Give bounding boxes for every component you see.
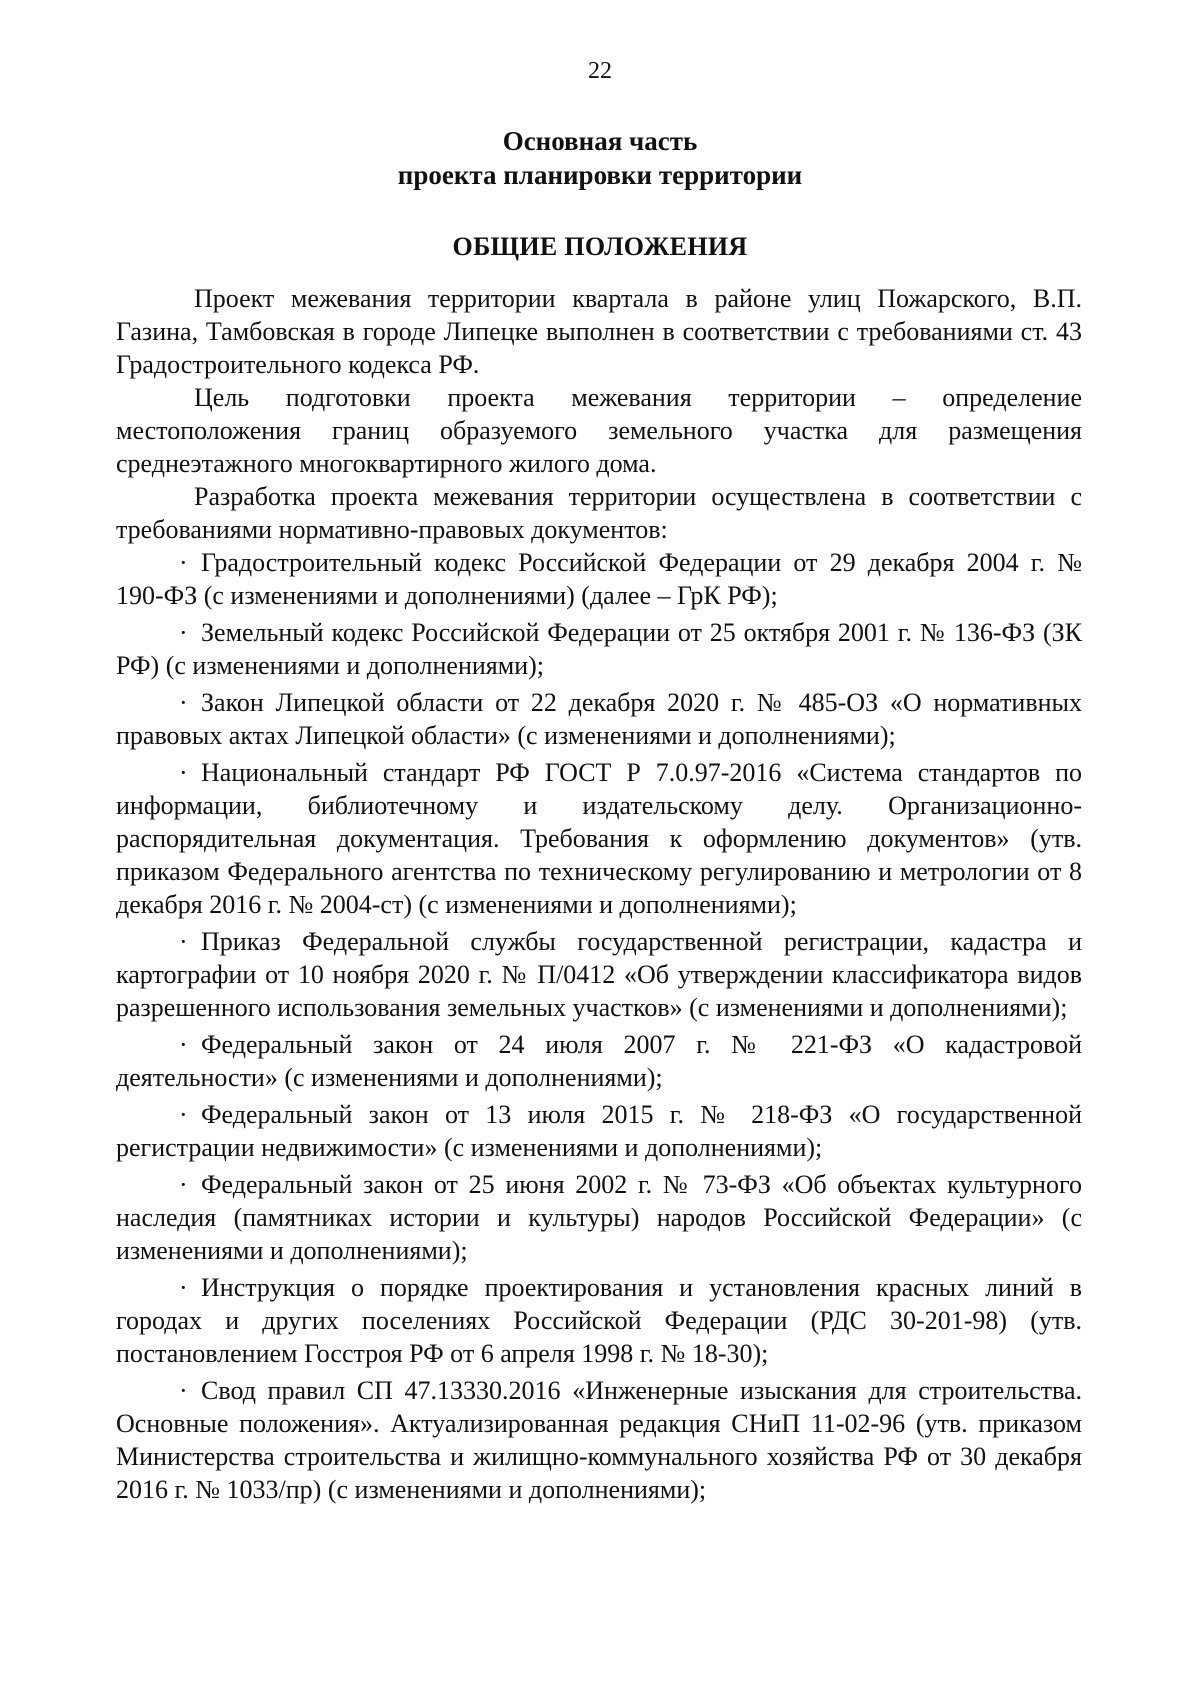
title-line-2: проекта планировки территории — [397, 160, 803, 190]
bullet-icon: · — [179, 1100, 188, 1129]
bullet-icon: · — [179, 1376, 188, 1405]
list-item-text: Приказ Федеральной службы государственной регистрации, кадастра и картографии от 10 ноября 2020 г. № П/0412 «Об утверждении классификатора видов разрешенного использования земельных участков» (с изменениями и дополнениями); — [116, 927, 1082, 1022]
list-item-text: Федеральный закон от 24 июля 2007 г. № 221-ФЗ «О кадастровой деятельности» (с изменениями и дополнениями); — [116, 1030, 1082, 1092]
list-item-text: Земельный кодекс Российской Федерации от 25 октября 2001 г. № 136-ФЗ (ЗК РФ) (с изменениями и дополнениями); — [116, 618, 1082, 680]
list-item-text: Инструкция о порядке проектирования и установления красных линий в городах и других поселениях Российской Федерации (РДС 30-201-98) (утв. постановлением Госстроя РФ от 6 апреля 1998 г. № 18-30); — [116, 1273, 1082, 1368]
list-item-text: Национальный стандарт РФ ГОСТ Р 7.0.97-2016 «Система стандартов по информации, библиотечному и издательскому делу. Организационно-распорядительная документация. Требования к оформлению документов» (утв. приказом Федерального агентства по техническому регулированию и метрологии от 8 декабря 2016 г. № 2004-ст) (с изменениями и дополнениями); — [116, 758, 1082, 919]
list-item — [116, 1374, 1082, 1506]
list-item — [116, 616, 1082, 682]
bullet-icon: · — [179, 688, 188, 717]
list-item-text: Свод правил СП 47.13330.2016 «Инженерные изыскания для строительства. Основные положения». Актуализированная редакция СНиП 11-02-96 (утв. приказом Министерства строительства и жилищно-коммунального хозяйства РФ от 30 декабря 2016 г. № 1033/пр) (с изменениями и дополнениями); — [116, 1376, 1082, 1504]
list-item-text: Федеральный закон от 13 июля 2015 г. № 218-ФЗ «О государственной регистрации недвижимости» (с изменениями и дополнениями); — [116, 1100, 1082, 1162]
list-item-text: Федеральный закон от 25 июня 2002 г. № 73-ФЗ «Об объектах культурного наследия (памятниках истории и культуры) народов Российской Федерации» (с изменениями и дополнениями); — [116, 1170, 1082, 1265]
bullet-icon: · — [179, 548, 188, 577]
bullet-icon: · — [179, 618, 188, 647]
section-heading: ОБЩИЕ ПОЛОЖЕНИЯ — [452, 232, 748, 261]
regulations-list — [116, 546, 1082, 1506]
list-item — [116, 1168, 1082, 1267]
bullet-icon: · — [179, 758, 188, 787]
list-item — [116, 546, 1082, 612]
list-item — [116, 686, 1082, 752]
bullet-icon: · — [179, 1170, 188, 1199]
list-item — [116, 1098, 1082, 1164]
bullet-icon: · — [179, 927, 188, 956]
list-item — [116, 1271, 1082, 1370]
list-item — [116, 756, 1082, 921]
document-body — [116, 282, 1082, 1510]
bullet-icon: · — [179, 1273, 188, 1302]
paragraph-goal: Цель подготовки проекта межевания территории – определение местоположения границ образуемого земельного участка для размещения среднеэтажного многоквартирного жилого дома. — [116, 383, 1082, 478]
title-line-1: Основная часть — [502, 126, 698, 156]
list-item-text: Градостроительный кодекс Российской Федерации от 29 декабря 2004 г. № 190-ФЗ (с изменениями и дополнениями) (далее – ГрК РФ); — [116, 548, 1082, 610]
page-number: 22 — [588, 58, 612, 84]
list-item — [116, 925, 1082, 1024]
list-item — [116, 1028, 1082, 1094]
list-item-text: Закон Липецкой области от 22 декабря 2020 г. № 485-ОЗ «О нормативных правовых актах Липецкой области» (с изменениями и дополнениями); — [116, 688, 1082, 750]
paragraph-requirements: Разработка проекта межевания территории осуществлена в соответствии с требованиями нормативно-правовых документов: — [116, 482, 1082, 544]
paragraph-intro: Проект межевания территории квартала в районе улиц Пожарского, В.П. Газина, Тамбовская в городе Липецке выполнен в соответствии с требованиями ст. 43 Градостроительного кодекса РФ. — [116, 284, 1082, 379]
bullet-icon: · — [179, 1030, 188, 1059]
document-title — [0, 124, 1200, 192]
